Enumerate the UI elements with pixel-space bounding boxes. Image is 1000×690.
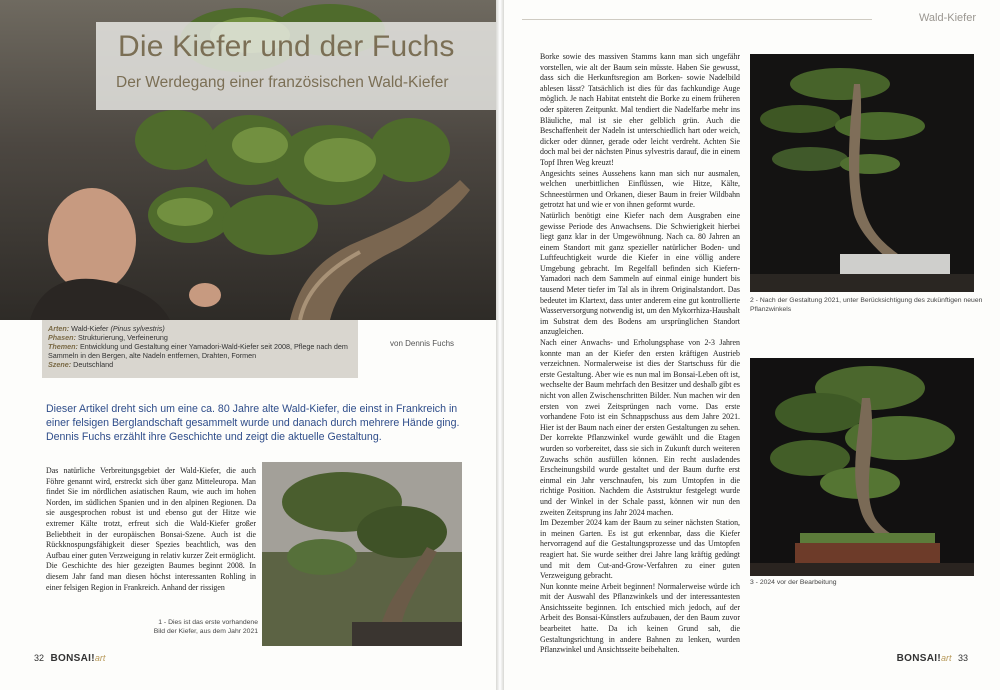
footer-left <box>30 653 105 664</box>
caption-1: 1 - Dies ist das erste vorhandene Bild der Kiefer, aus dem Jahr 2021 <box>153 619 258 635</box>
spine-gutter <box>496 0 504 690</box>
body-paragraph: Nun konnte meine Arbeit beginnen! Normalerweise würde ich mit der Auswahl des Pflanzwinkels und der interessantesten Ansichtsseite beginnen. Ich entschied mich jedoch, auf der Arbeit des Bonsai-Künstlers aufzubauen, der den Baum zuvor bearbeitet hatte. Da ich keinen Grund sah, die Gestaltungsrichtung in andere Bahnen zu lenken, wurden Pflanzwinkel und Ansichtsseite beibehalten. <box>540 581 740 655</box>
themen-value: Entwicklung und Gestaltung einer Yamadori-Wald-Kiefer seit 2008, Pflege nach dem Sammeln in den Bergen, alte Nadeln entfernen, Drahten, Formen <box>48 342 348 360</box>
arten-value: Wald-Kiefer <box>71 324 109 333</box>
body-paragraph: Das natürliche Verbreitungsgebiet der Wald-Kiefer, die auch Föhre genannt wird, erstreckt sich über ganz Mitteleuropa. Man findet Sie im nördlichen asiatischen Raum, wie auch im hohen Norden, im südlichen Spanien und in den alpinen Regionen. Da sie ausgesprochen robust ist und ebenso gut der Hitze wie extremer Kälte trotzt, erfreut sich die Wald-Kiefer großer Beliebtheit in der europäischen Bonsai-Szene. Auch ist die Rückknospungsfähigkeit dieser Spezies beachtlich, was den Aufbau einer guten Verzweigung in relativ kurzer Zeit ermöglicht. <box>46 466 256 560</box>
photo-tree-2021 <box>262 462 462 646</box>
article-title: Die Kiefer und der Fuchs <box>118 30 455 63</box>
body-paragraph: Nach einer Anwachs- und Erholungsphase von 2-3 Jahren konnte man an der Kiefer den ersten kräftigen Austrieb verzeichnen. Normalerweise ist dies der Startschuss für die erste Gestaltung. Aber wie es nun mal im Bonsai-Leben oft ist, wechselte der Baum mehrfach den Besitzer und deshalb gibt es nicht von allen Zwischenschritten Bilder. Nun machen wir den ersten von zwei Zeitsprüngen nach vorne. Das erste vorhandene Foto ist ein Schnappschuss aus dem Jahre 2021. Hier ist der Baum nach einer der ersten Gestaltungen zu sehen. Der korrekte Pflanzwinkel wurde gewählt und die Etagen wurden so vorbereitet, dass sie sich in Zukunft durch weiteren Zuwachs schön ausfüllen können. Ein recht ausladendes Erscheinungsbild wurde gestaltet und der Baum durfte erst einmal ein Jahr verschnaufen, bis zum Umtopfen in die richtige Position. Nachdem die Aststruktur festgelegt wurde und der Winkel in der Schale passt, können wir nun den zweiten Zeitsprung ins Jahr 2024 machen. <box>540 338 740 517</box>
left-page <box>0 0 496 690</box>
section-tag: Wald-Kiefer <box>918 12 976 24</box>
photo-tree-after-2021 <box>750 54 974 292</box>
arten-label: Arten: <box>48 324 70 333</box>
brand-logo-tail: art <box>940 653 952 663</box>
body-paragraph: Borke sowie des massiven Stamms kann man sich ungefähr vorstellen, wie alt der Baum sein müsste. Haben Sie gewusst, dass sich die Herkunftsregion am Borken- sowie Nadelbild ablesen lässt? Tatsächlich ist dies für das fachkundige Auge möglich. Je nach Habitat entsteht die Borke zu einem früheren oder späteren Zeitpunkt. Mal tendiert die Nadelfarbe mehr ins Bläuliche, mal ist sie eher gelblich grün. Auch die Beschaffenheit der Nadeln ist unterschiedlich hart oder weich, dicker oder dünner, gerade oder leicht verdreht. Achten Sie doch mal bei der nächsten Pinus sylvestris darauf, die in einem Topf Ihren Weg kreuzt! <box>540 52 740 167</box>
brand-logo: BONSAI! <box>896 653 941 664</box>
header-rule <box>522 19 872 20</box>
info-box <box>42 320 358 378</box>
page-number-right: 33 <box>957 653 968 663</box>
right-page <box>504 0 1000 690</box>
body-paragraph: Die Geschichte des hier gezeigten Baumes beginnt 2008. In diesem Jahr fand man diesen höchst interessanten Rohling in einer felsigen Region in Frankreich. Anhand der rissigen <box>46 561 256 592</box>
author-byline: von Dennis Fuchs <box>390 339 455 348</box>
szene-value: Deutschland <box>73 360 114 369</box>
arten-latin: (Pinus sylvestris) <box>110 324 165 333</box>
szene-label: Szene: <box>48 360 72 369</box>
photo-tree-2024 <box>750 358 974 576</box>
page-number-left: 32 <box>34 653 45 663</box>
hero-photo <box>0 0 496 320</box>
body-paragraph: Im Dezember 2024 kam der Baum zu seiner nächsten Station, in meinen Garten. Es ist gut erkennbar, dass die Kiefer hervorragend auf die Gestaltungsprozesse und das Umtopfen reagiert hat. Sie wurde seither drei Jahre lang kräftig gedüngt und mit dem Cut-and-Grow-Verfahren zu einer guten Verzweigung gebracht. <box>540 518 740 581</box>
caption-3: 3 - 2024 vor der Bearbeitung <box>750 579 837 586</box>
footer-right <box>897 653 972 664</box>
left-body-column <box>46 466 256 593</box>
brand-logo-tail: art <box>94 653 106 663</box>
phasen-value: Strukturierung, Verfeinerung <box>77 333 168 342</box>
body-paragraph: Natürlich benötigt eine Kiefer nach dem Ausgraben eine gewisse Periode des Anwachsens. Die Schwierigkeit hierbei liegt ganz klar in der Umgewöhnung. Nach ca. 80 Jahren an einem Standort mit ganz spezieller natürlicher Boden- und Luftfeuchtigkeit wurde die Kiefer in eine völlig andere Umgebung gebracht. Im Regelfall befinden sich Kiefern-Yamadori nach dem Sammeln auf einmal einige hundert bis tausend Meter tiefer im Tal als in ihrem Originalstandort. Das bedeutet im Klartext, dass unter anderem eine gut kontrollierte Wasserversorgung notwendig ist, um den Mykorrhiza-Haushalt im Substrat dem des Bodens am ursprünglichen Standort anzugleichen. <box>540 210 740 337</box>
themen-label: Themen: <box>48 342 78 351</box>
article-subtitle: Der Werdegang einer französischen Wald-Kiefer <box>116 74 449 91</box>
right-body-column <box>540 52 740 656</box>
lead-paragraph: Dieser Artikel dreht sich um eine ca. 80 Jahre alte Wald-Kiefer, die einst in Frankreich in einer felsigen Berglandschaft gesammelt wurde und danach durch mehrere Hände ging. Dennis Fuchs erzählt ihre Geschichte und zeigt die aktuelle Gestaltung. <box>46 403 460 443</box>
body-paragraph: Angesichts seines Aussehens kann man sich nur ausmalen, welchen unerbittlichen Einflüssen, wie Hitze, Kälte, Schneestürmen und Orkanen, dieser Baum in freier Wildbahn getrotzt hat und wie er von ihnen geformt wurde. <box>540 168 740 210</box>
phasen-label: Phasen: <box>48 333 76 342</box>
caption-2: 2 - Nach der Gestaltung 2021, unter Berücksichtigung des zukünftigen neuen Pflanzwinkels <box>750 297 983 313</box>
brand-logo: BONSAI! <box>50 653 95 664</box>
